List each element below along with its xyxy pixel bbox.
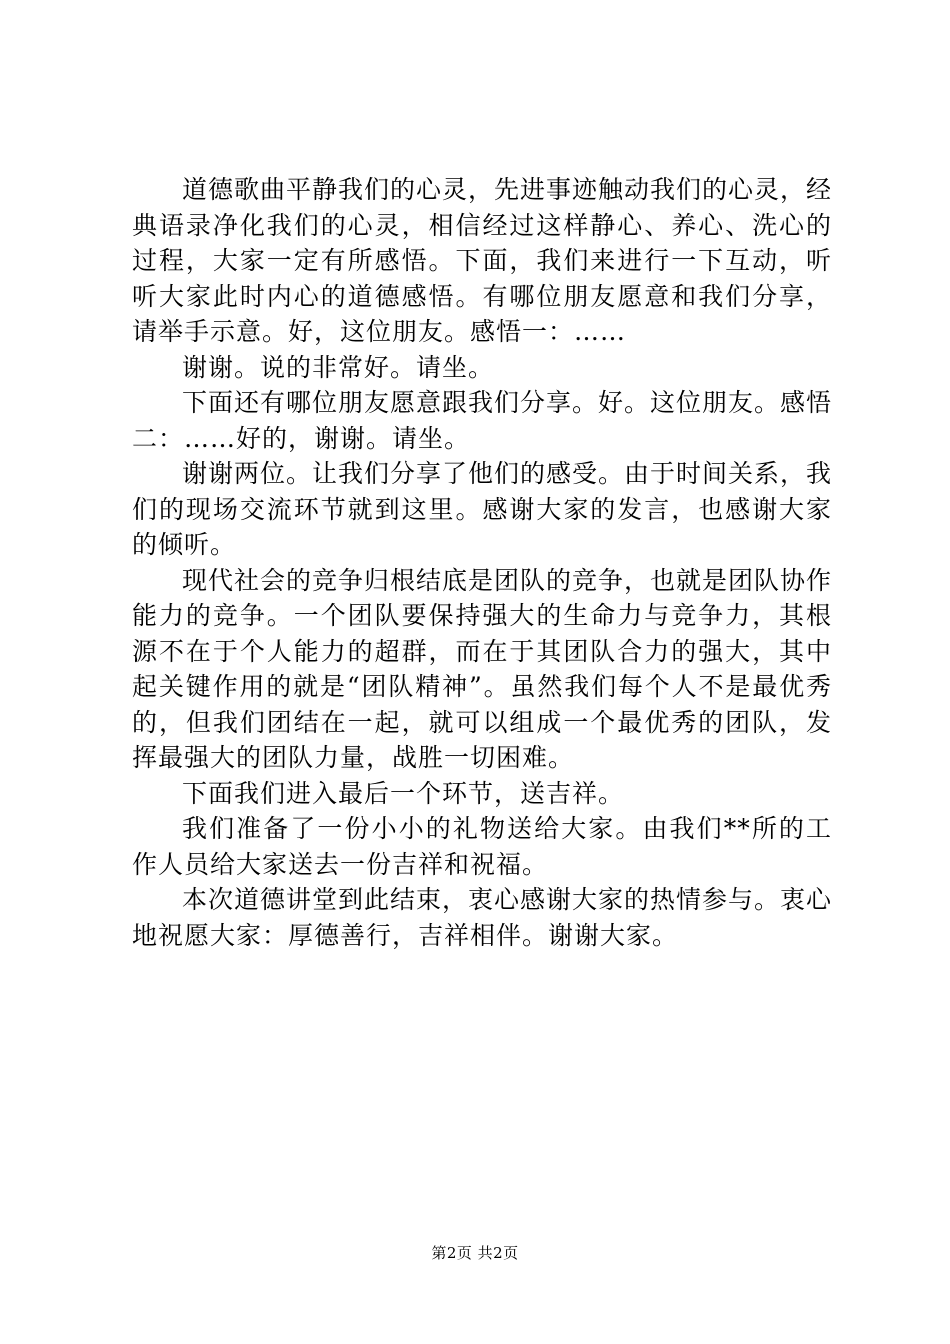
paragraph-closing: 本次道德讲堂到此结束，衷心感谢大家的热情参与。衷心地祝愿大家：厚德善行，吉祥相伴。谢谢大家。 xyxy=(132,885,833,950)
paragraph-thanks-first: 谢谢。说的非常好。请坐。 xyxy=(182,352,495,382)
paragraph-final-segment: 下面我们进入最后一个环节，送吉祥。 xyxy=(182,778,625,808)
paragraph-second-share: 下面还有哪位朋友愿意跟我们分享。好。这位朋友。感悟二：……好的，谢谢。请坐。 xyxy=(132,388,833,453)
paragraph-team-spirit: 现代社会的竞争归根结底是团队的竞争，也就是团队协作能力的竞争。一个团队要保持强大的生命力与竞争力，其根源不在于个人能力的超群，而在于其团队合力的强大，其中起关键作用的就是“团队精神”。虽然我们每个人不是最优秀的，但我们团结在一起，就可以组成一个最优秀的团队，发挥最强大的团队力量，战胜一切困难。 xyxy=(132,565,833,772)
document-body xyxy=(132,172,832,953)
paragraph-thanks-both: 谢谢两位。让我们分享了他们的感受。由于时间关系，我们的现场交流环节就到这里。感谢大家的发言，也感谢大家的倾听。 xyxy=(132,459,833,559)
paragraph-sharing-intro: 道德歌曲平静我们的心灵，先进事迹触动我们的心灵，经典语录净化我们的心灵，相信经过这样静心、养心、洗心的过程，大家一定有所感悟。下面，我们来进行一下互动，听听大家此时内心的道德感悟。有哪位朋友愿意和我们分享，请举手示意。好，这位朋友。感悟一：…… xyxy=(132,175,833,346)
page-number-footer: 第2页 共2页 xyxy=(431,1244,519,1262)
paragraph-gift: 我们准备了一份小小的礼物送给大家。由我们**所的工作人员给大家送去一份吉祥和祝福。 xyxy=(132,814,832,879)
